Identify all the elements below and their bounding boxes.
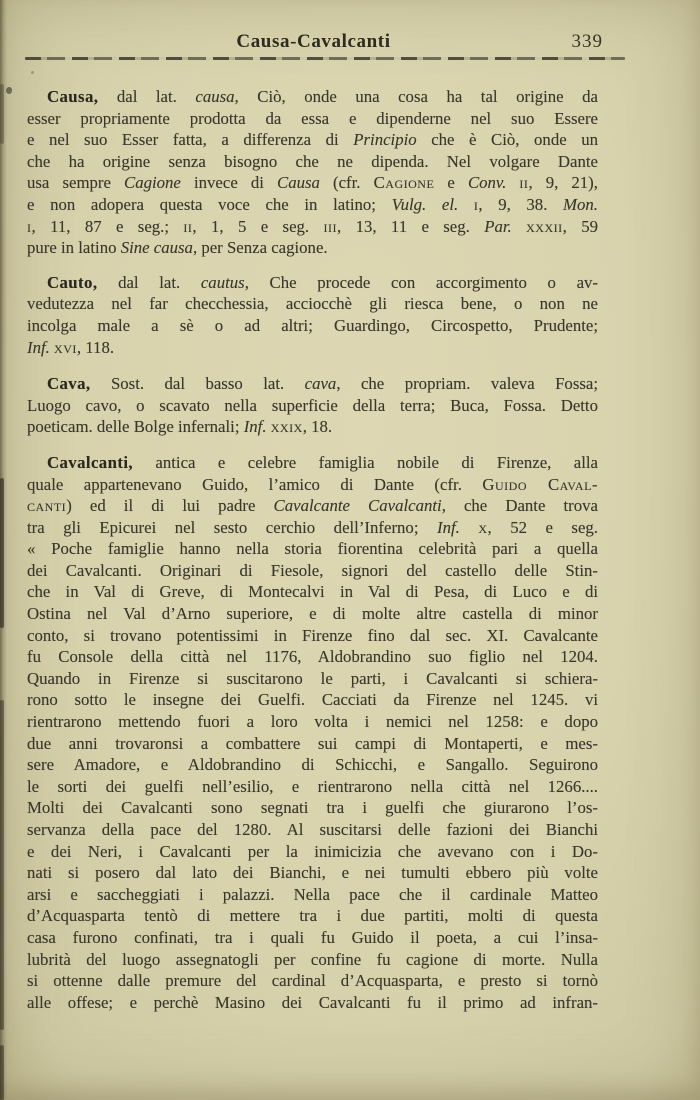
text-line: rientrarono mettendo fuori a loro volta i nemici nel 1258: e dopo [27,712,598,732]
text-line: conto, si trovano potentissimi in Firenze fino dal sec. XI. Cavalcante [27,625,598,645]
binding-shadow-segment [0,700,4,1030]
text-line: tra gli Epicurei nel sesto cerchio dell’Inferno; Inf. x, 52 e seg. [27,517,598,537]
running-header-title: Causa-Cavalcanti [236,31,391,52]
text-line: due anni trovaronsi a combattere sui campi di Montaperti, e mes- [27,733,598,753]
entry-cava [27,373,598,438]
text-line: pure in latino Sine causa, per Senza cagione. [27,238,328,258]
text-line: lubrità del luogo assegnatogli per confine fu cagione di morte. Nulla [27,949,598,969]
binding-shadow-segment [0,1045,4,1100]
text-line: servanza della pace del 1280. Al suscitarsi delle fazioni dei Bianchi [27,820,598,839]
text-line: le sorti dei guelfi nell’esilio, e rientrarono nella città nel 1266.... [27,776,598,796]
text-line: e nel suo Esser fatta, a differenza di Principio che è Ciò, onde un [27,130,598,150]
text-line: poeticam. delle Bolge infernali; Inf. xxix, 18. [27,417,333,437]
text-line: e dei Neri, i Cavalcanti per la inimicizia che avevano con i Do- [27,841,598,861]
entry-cavalcanti [27,452,598,1013]
page-body [27,86,598,1013]
page-number: 339 [571,31,603,52]
text-line: usa sempre Cagione invece di Causa (cfr. Cagione e Conv. ii, 9, 21), [27,173,598,193]
text-line: esser propriamente prodotta da essa e dipenderne nel suo Essere [27,108,598,128]
text-line: quale appartenevano Guido, l’amico di Dante (cfr. Guido Caval- [27,474,598,494]
text-line: rono sotto le insegne dei Guelfi. Cacciati da Firenze nel 1245. vi [27,690,598,710]
text-line: fu Console della città nel 1176, Aldobrandino suo figlio nel 1204. [27,647,598,667]
ink-mark [6,87,12,94]
text-line: che ha origine senza bisogno che ne dipenda. Nel volgare Dante [27,151,598,171]
text-line: canti) ed il di lui padre Cavalcante Cavalcanti, che Dante trova [27,496,598,516]
text-line: i, 11, 87 e seg.; ii, 1, 5 e seg. iii, 13, 11 e seg. Par. xxxii, 59 [27,216,599,236]
entry-cauto [27,272,598,358]
text-line: Luogo cavo, o scavato nella superficie della terra; Buca, Fossa. Detto [27,395,598,415]
ink-speck [31,71,34,74]
text-line: Inf. xvi, 118. [27,337,115,357]
text-line: e non adopera questa voce che in latino; Vulg. el. i, 9, 38. Mon. [27,194,598,214]
text-line: incolga male a sè o ad altri; Guardingo, Circospetto, Prudente; [27,315,598,335]
entry-causa [27,86,598,259]
text-line: Ostina nel Val d’Arno superiore, e di molte altre castella di minor [27,604,598,624]
text-line: nati si posero dal lato dei Bianchi, e nei tumulti ebbero più volte [27,863,598,883]
text-line: Cava, Sost. dal basso lat. cava, che propriam. valeva Fossa; [47,374,598,394]
text-line: arsi e saccheggiati i palazzi. Nella pace che il cardinale Matteo [27,884,598,904]
binding-shadow-segment [0,84,4,144]
text-line: che in Val di Greve, di Montecalvi in Val di Pesa, di Luco e di [27,582,598,602]
text-line: sere Amadore, e Aldobrandino di Schicchi, e Sangallo. Seguirono [27,755,598,775]
text-line: d’Acquasparta tentò di mettere tra i due partiti, molti di questa [27,906,598,926]
text-line: Cavalcanti, antica e celebre famiglia nobile di Firenze, alla [47,452,598,472]
text-line: vedutezza nel far checchessia, acciocchè gli riesca bene, o non ne [27,294,598,314]
binding-shadow-segment [0,478,4,628]
header-rule [25,57,625,60]
text-line: alle offese; e perchè Masino dei Cavalcanti fu il primo ad infran- [27,992,598,1012]
text-line: Molti dei Cavalcanti sono segnati tra i guelfi che giurarono l’os- [27,798,598,818]
text-line: Cauto, dal lat. cautus, Che procede con accorgimento o av- [47,272,598,292]
text-line: Causa, dal lat. causa, Ciò, onde una cosa ha tal origine da [47,87,598,106]
text-line: « Poche famiglie hanno nella storia fiorentina celebrità pari a quella [27,539,598,559]
text-line: Quando in Firenze si suscitarono le parti, i Cavalcanti si schiera- [27,668,598,688]
text-line: dei Cavalcanti. Originari di Fiesole, signori del castello delle Stin- [27,560,598,580]
text-line: casa furono confinati, tra i quali fu Guido il poeta, a cui l’insa- [27,927,598,947]
text-line: si ottenne dalle premure del cardinal d’Acquasparta, e presto si tornò [27,971,598,991]
